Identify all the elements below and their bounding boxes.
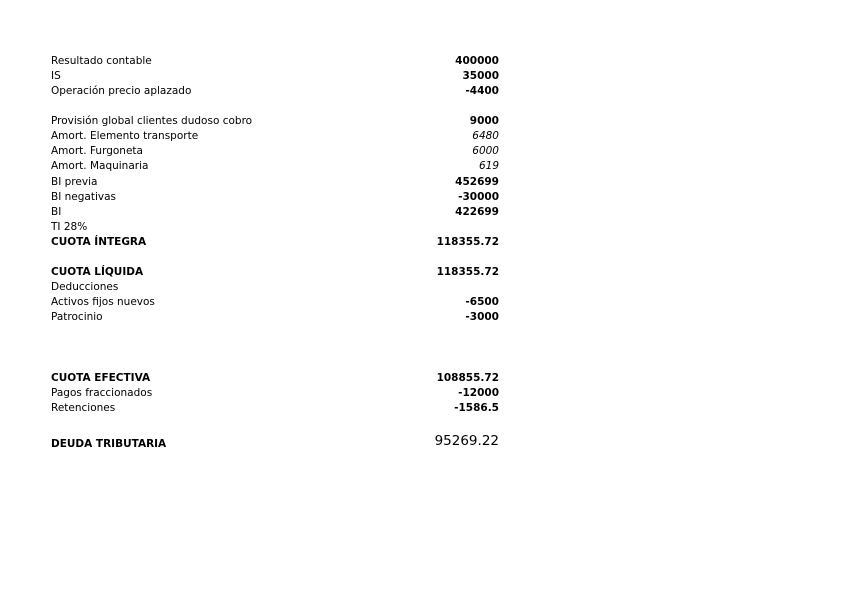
- row-value: -3000: [465, 311, 499, 323]
- row-label: Patrocinio: [51, 311, 103, 323]
- row-value: -12000: [458, 387, 499, 399]
- row-label: Deducciones: [51, 281, 119, 293]
- row-value: 35000: [462, 70, 499, 82]
- row-label: CUOTA LÍQUIDA: [51, 266, 144, 278]
- row-value: 452699: [455, 176, 499, 188]
- row-value: -30000: [458, 191, 499, 203]
- row-label: Amort. Elemento transporte: [51, 130, 199, 142]
- row-label: BI negativas: [51, 191, 117, 203]
- row-value: 9000: [469, 115, 499, 127]
- row-cuota-integra: [51, 235, 499, 250]
- row-value: 6480: [472, 130, 499, 142]
- row-provision-global: [51, 114, 499, 129]
- row-value: 422699: [455, 206, 499, 218]
- row-cuota-efectiva: [51, 371, 499, 386]
- row-label: Resultado contable: [51, 55, 152, 67]
- row-deuda-tributaria: [51, 434, 499, 452]
- row-value: 95269.22: [434, 433, 499, 449]
- row-label: Retenciones: [51, 402, 116, 414]
- row-cuota-liquida: [51, 265, 499, 280]
- row-patrocinio: [51, 310, 499, 325]
- row-label: IS: [51, 70, 61, 82]
- row-label: Operación precio aplazado: [51, 85, 192, 97]
- row-value: -1586.5: [454, 402, 499, 414]
- row-is: [51, 69, 499, 84]
- row-amort-elemento-transporte: [51, 129, 499, 144]
- row-activos-fijos-nuevos: [51, 295, 499, 310]
- row-label: Activos fijos nuevos: [51, 296, 155, 308]
- row-value: 6000: [472, 145, 499, 157]
- row-value: 118355.72: [436, 266, 499, 278]
- row-value: -6500: [465, 296, 499, 308]
- row-value: 118355.72: [436, 236, 499, 248]
- row-label: CUOTA EFECTIVA: [51, 372, 151, 384]
- row-operacion-precio-aplazado: [51, 84, 499, 99]
- row-label: BI previa: [51, 176, 98, 188]
- row-label: CUOTA ÍNTEGRA: [51, 236, 147, 248]
- row-label: TI 28%: [51, 221, 88, 233]
- row-bi-previa: [51, 175, 499, 190]
- row-value: 108855.72: [436, 372, 499, 384]
- row-deducciones: [51, 280, 499, 295]
- row-label: Provisión global clientes dudoso cobro: [51, 115, 253, 127]
- row-retenciones: [51, 401, 499, 416]
- row-value: 400000: [455, 55, 499, 67]
- row-label: Amort. Maquinaria: [51, 160, 149, 172]
- row-bi-negativas: [51, 190, 499, 205]
- row-value: 619: [478, 160, 499, 172]
- row-label: Amort. Furgoneta: [51, 145, 143, 157]
- row-label: BI: [51, 206, 62, 218]
- row-amort-furgoneta: [51, 144, 499, 159]
- row-label: Pagos fraccionados: [51, 387, 153, 399]
- row-resultado-contable: [51, 54, 499, 69]
- row-ti: [51, 220, 499, 235]
- row-label: DEUDA TRIBUTARIA: [51, 438, 167, 450]
- row-amort-maquinaria: [51, 159, 499, 174]
- row-pagos-fraccionados: [51, 386, 499, 401]
- row-bi: [51, 205, 499, 220]
- row-value: -4400: [465, 85, 499, 97]
